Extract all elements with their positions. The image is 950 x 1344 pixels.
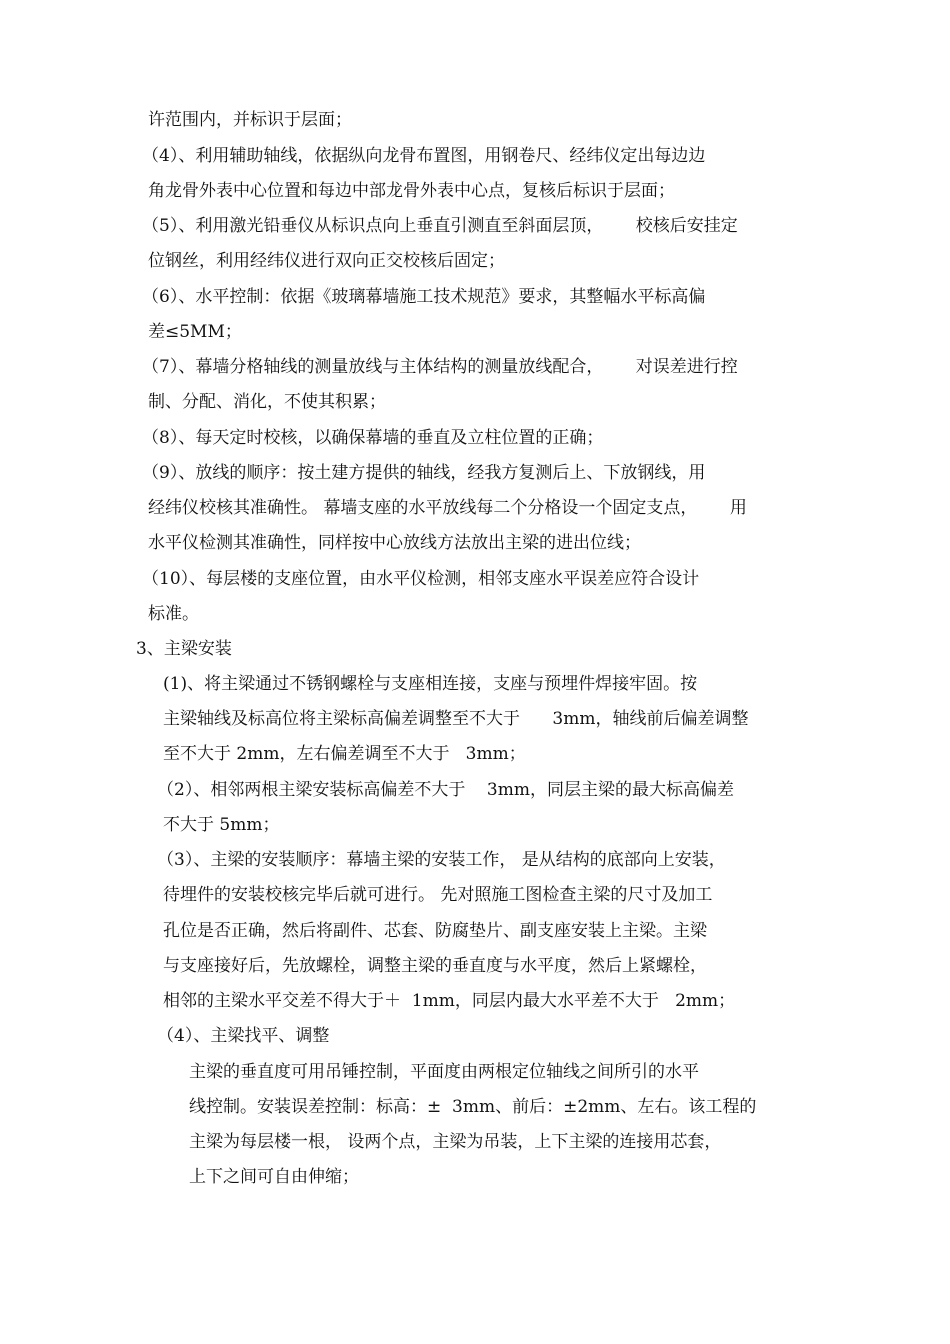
text-line: （2）、相邻两根主梁安装标高偏差不大于 3mm，同层主梁的最大标高偏差 [157, 780, 734, 800]
text-line: （7）、幕墙分格轴线的测量放线与主体结构的测量放线配合， 对误差进行控 [142, 357, 738, 377]
text-line: 至不大于 2mm，左右偏差调至不大于 3mm； [163, 744, 526, 764]
text-line: （9）、放线的顺序：按土建方提供的轴线，经我方复测后上、下放钢线，用 [142, 463, 706, 483]
text-line: 上下之间可自由伸缩； [189, 1167, 359, 1187]
text-line: （10）、每层楼的支座位置，由水平仪检测，相邻支座水平误差应符合设计 [142, 569, 700, 589]
text-line: 主梁轴线及标高位将主梁标高偏差调整至不大于 3mm，轴线前后偏差调整 [163, 709, 749, 729]
text-line: 相邻的主梁水平交差不得大于＋ 1mm，同层内最大水平差不大于 2mm； [163, 991, 736, 1011]
text-line: 主梁的垂直度可用吊锤控制，平面度由两根定位轴线之间所引的水平 [189, 1062, 699, 1082]
text-line: 线控制。安装误差控制：标高：± 3mm、前后：±2mm、左右。该工程的 [189, 1097, 757, 1117]
text-line: （8）、每天定时校核，以确保幕墙的垂直及立柱位置的正确； [142, 428, 604, 448]
text-line: 与支座接好后，先放螺栓，调整主梁的垂直度与水平度，然后上紧螺栓， [163, 956, 707, 976]
text-line: 差≤5MM； [148, 322, 242, 342]
text-line: （5）、利用激光铅垂仪从标识点向上垂直引测直至斜面层顶， 校核后安挂定 [142, 216, 738, 236]
text-line: 水平仪检测其准确性，同样按中心放线方法放出主梁的进出位线； [148, 533, 641, 553]
text-line: 角龙骨外表中心位置和每边中部龙骨外表中心点，复核后标识于层面； [148, 181, 675, 201]
text-line: （4）、利用辅助轴线，依据纵向龙骨布置图，用钢卷尺、经纬仪定出每边边 [142, 146, 706, 166]
text-line: 制、分配、消化，不使其积累； [148, 392, 386, 412]
text-line: 不大于 5mm； [163, 815, 280, 835]
text-line: 位钢丝，利用经纬仪进行双向正交校核后固定； [148, 251, 505, 271]
text-line: （3）、主梁的安装顺序：幕墙主梁的安装工作， 是从结构的底部向上安装， [157, 850, 726, 870]
text-line: 孔位是否正确，然后将副件、芯套、防腐垫片、副支座安装上主梁。主梁 [163, 921, 707, 941]
text-line: 许范围内，并标识于层面； [148, 110, 352, 130]
text-line: 标准。 [148, 604, 199, 624]
section-heading: 3、主梁安装 [136, 639, 232, 659]
text-line: （6）、水平控制：依据《玻璃幕墙施工技术规范》要求，其整幅水平标高偏 [142, 287, 706, 307]
text-line: 经纬仪校核其准确性。 幕墙支座的水平放线每二个分格设一个固定支点， 用 [148, 498, 747, 518]
text-line: （4）、主梁找平、调整 [157, 1026, 330, 1046]
text-line: 主梁为每层楼一根， 设两个点，主梁为吊装，上下主梁的连接用芯套， [189, 1132, 722, 1152]
text-line: 待埋件的安装校核完毕后就可进行。 先对照施工图检查主梁的尺寸及加工 [163, 885, 713, 905]
text-line: (1)、将主梁通过不锈钢螺栓与支座相连接，支座与预埋件焊接牢固。按 [163, 674, 698, 694]
